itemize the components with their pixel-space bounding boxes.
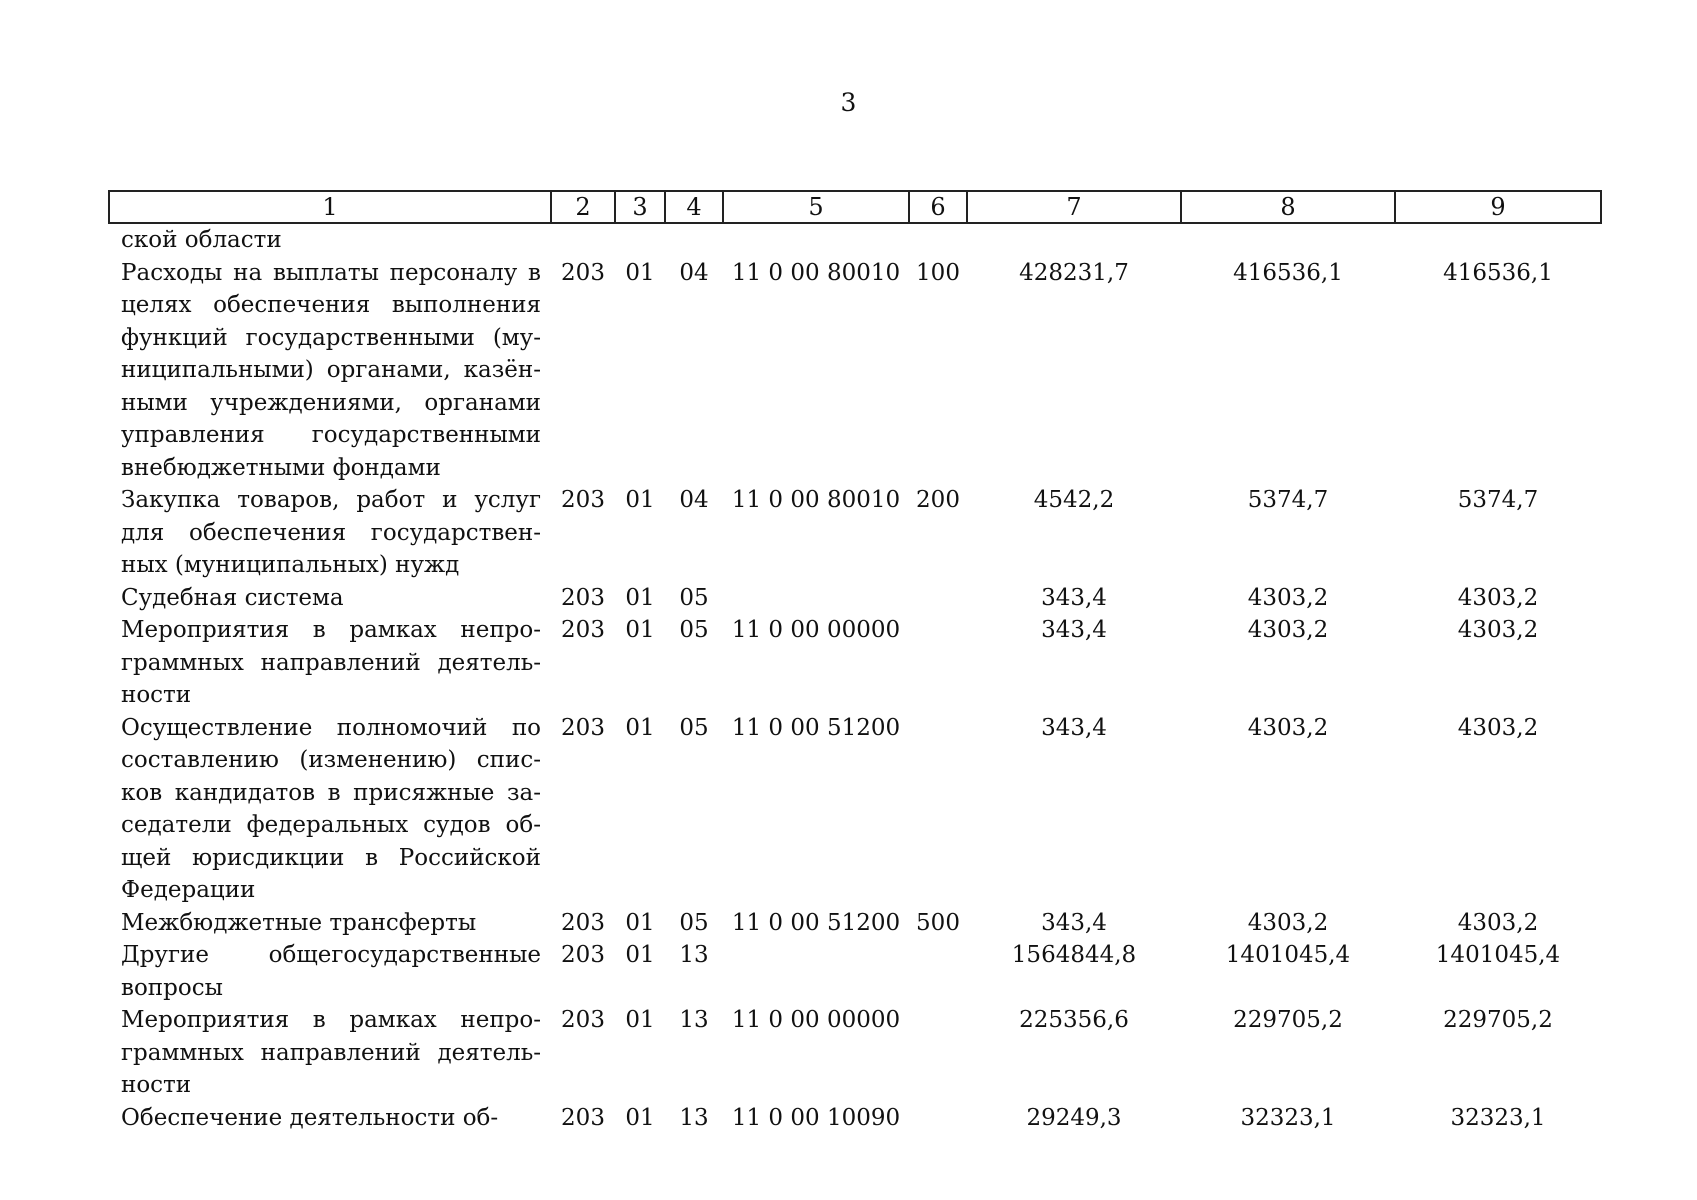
row-subsection-code: 05 — [679, 909, 709, 936]
row-section-code: 01 — [625, 259, 655, 286]
row-subsection-code: 05 — [679, 714, 709, 741]
row-amount-col8: 4303,2 — [1247, 584, 1329, 611]
row-section-code: 01 — [625, 1104, 655, 1131]
row-amount-col8: 416536,1 — [1233, 259, 1343, 286]
row-expense-type — [909, 582, 967, 615]
table-row — [109, 614, 1601, 712]
row-subsection-code: 05 — [679, 584, 709, 611]
row-amount-col9: 1401045,4 — [1435, 942, 1561, 968]
row-section-code: 01 — [625, 909, 655, 936]
row-target-article: 11 0 00 00000 — [731, 617, 901, 643]
header-row — [109, 191, 1601, 223]
row-name: Расходы на выплаты персоналу в целях обеспечения выполнения функций государственными (муниципальными) органами, казёнными учреждениями, органами управления государственными внебюджетными фондами — [121, 259, 541, 481]
row-ministry-code: 203 — [561, 714, 605, 741]
header-col-9: 9 — [1395, 191, 1601, 223]
row-expense-type — [909, 614, 967, 712]
budget-table — [108, 190, 1602, 1134]
header-col-8: 8 — [1181, 191, 1395, 223]
row-subsection-code: 04 — [679, 259, 709, 286]
row-expense-type: 200 — [916, 487, 960, 513]
row-subsection-code: 13 — [679, 1104, 709, 1131]
row-amount-col9: 416536,1 — [1443, 259, 1553, 286]
table-row — [109, 484, 1601, 582]
row-section-code: 01 — [625, 617, 655, 643]
row-amount-col7: 343,4 — [1041, 584, 1107, 611]
row-amount-col7: 29249,3 — [1026, 1104, 1122, 1131]
row-amount-col8: 1401045,4 — [1225, 942, 1351, 968]
row-ministry-code: 203 — [561, 909, 605, 936]
table-header — [109, 191, 1601, 223]
row-target-article: 11 0 00 80010 — [731, 259, 901, 286]
row-ministry-code: 203 — [561, 1007, 605, 1033]
table-body — [109, 223, 1601, 1134]
row-amount-col8: 4303,2 — [1247, 714, 1329, 741]
continuation-text: ской области — [121, 227, 282, 253]
table-row — [109, 939, 1601, 1004]
row-name: Обеспечение деятельности об- — [121, 1104, 499, 1131]
row-amount-col9: 4303,2 — [1457, 714, 1539, 741]
table-row — [109, 582, 1601, 615]
row-amount-col8: 4303,2 — [1247, 617, 1329, 643]
row-name: Мероприятия в рамках непрограммных направлений деятельности — [121, 1007, 541, 1098]
row-amount-col7: 4542,2 — [1033, 487, 1115, 513]
row-amount-col8: 229705,2 — [1233, 1007, 1343, 1033]
row-ministry-code: 203 — [561, 584, 605, 611]
table-row — [109, 1004, 1601, 1102]
row-amount-col9: 4303,2 — [1457, 584, 1539, 611]
row-ministry-code: 203 — [561, 259, 605, 286]
row-name: Межбюджетные трансферты — [121, 909, 477, 936]
continuation-row — [109, 223, 1601, 257]
row-name: Осуществление полномочий по составлению (изменению) списков кандидатов в присяжные заседатели федеральных судов общей юрисдикции в Российской Федерации — [121, 714, 541, 903]
row-subsection-code: 13 — [679, 942, 709, 968]
row-target-article: 11 0 00 51200 — [731, 909, 901, 936]
row-expense-type — [909, 712, 967, 907]
header-col-1: 1 — [109, 191, 551, 223]
row-expense-type — [909, 1004, 967, 1102]
row-amount-col8: 32323,1 — [1240, 1104, 1336, 1131]
row-expense-type: 500 — [916, 909, 960, 936]
header-col-5: 5 — [723, 191, 909, 223]
header-col-4: 4 — [665, 191, 723, 223]
row-amount-col8: 5374,7 — [1247, 487, 1329, 513]
row-amount-col8: 4303,2 — [1247, 909, 1329, 936]
header-col-3: 3 — [615, 191, 665, 223]
row-amount-col7: 428231,7 — [1019, 259, 1129, 286]
table-row — [109, 257, 1601, 485]
header-col-7: 7 — [967, 191, 1181, 223]
row-amount-col9: 4303,2 — [1457, 909, 1539, 936]
row-target-article: 11 0 00 80010 — [731, 487, 901, 513]
row-amount-col7: 225356,6 — [1019, 1007, 1129, 1033]
row-expense-type: 100 — [916, 259, 960, 286]
row-ministry-code: 203 — [561, 1104, 605, 1131]
header-col-6: 6 — [909, 191, 967, 223]
row-amount-col7: 1564844,8 — [1011, 942, 1137, 968]
page-number: 3 — [840, 88, 857, 117]
row-amount-col9: 5374,7 — [1457, 487, 1539, 513]
table-row — [109, 1102, 1601, 1135]
row-expense-type — [909, 939, 967, 1004]
row-ministry-code: 203 — [561, 942, 605, 968]
header-col-2: 2 — [551, 191, 615, 223]
row-ministry-code: 203 — [561, 487, 605, 513]
row-subsection-code: 05 — [679, 617, 709, 643]
row-name: Закупка товаров, работ и услуг для обеспечения государственных (муниципальных) нужд — [121, 487, 541, 578]
row-target-article: 11 0 00 00000 — [731, 1007, 901, 1033]
row-expense-type — [909, 1102, 967, 1135]
row-name: Другие общегосударственные вопросы — [121, 942, 541, 1001]
row-subsection-code: 13 — [679, 1007, 709, 1033]
row-section-code: 01 — [625, 714, 655, 741]
row-amount-col9: 4303,2 — [1457, 617, 1539, 643]
row-ministry-code: 203 — [561, 617, 605, 643]
row-target-article: 11 0 00 51200 — [731, 714, 901, 741]
row-target-article: 11 0 00 10090 — [731, 1104, 901, 1131]
row-subsection-code: 04 — [679, 487, 709, 513]
row-section-code: 01 — [625, 1007, 655, 1033]
row-section-code: 01 — [625, 942, 655, 968]
row-target-article — [723, 582, 909, 615]
row-name: Мероприятия в рамках непрограммных направлений деятельности — [121, 617, 541, 708]
row-target-article — [723, 939, 909, 1004]
row-amount-col7: 343,4 — [1041, 617, 1107, 643]
table-row — [109, 712, 1601, 907]
row-section-code: 01 — [625, 487, 655, 513]
row-amount-col9: 229705,2 — [1443, 1007, 1553, 1033]
row-amount-col7: 343,4 — [1041, 714, 1107, 741]
table-row — [109, 907, 1601, 940]
row-amount-col9: 32323,1 — [1450, 1104, 1546, 1131]
row-section-code: 01 — [625, 584, 655, 611]
row-amount-col7: 343,4 — [1041, 909, 1107, 936]
row-name: Судебная система — [121, 584, 344, 611]
